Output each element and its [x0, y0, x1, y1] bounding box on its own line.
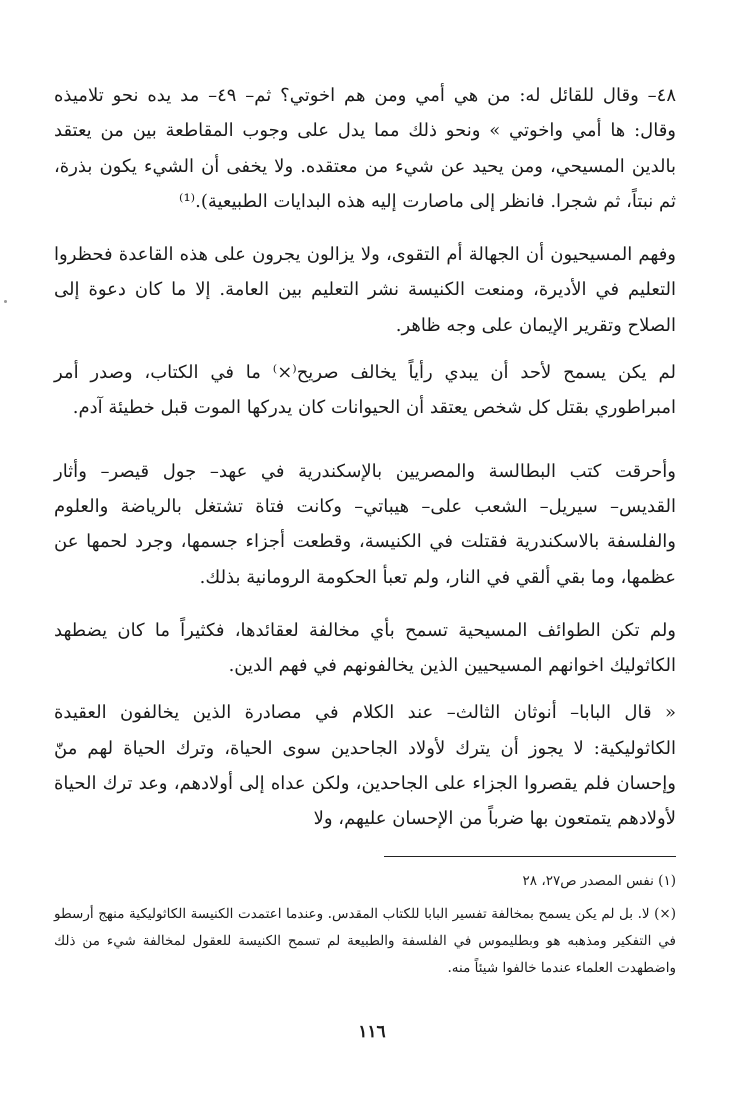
- footnote-1: (١) نفس المصدر ص٢٧، ٢٨: [522, 873, 676, 889]
- footnote-divider: [384, 856, 676, 857]
- paragraph-3: لم يكن يسمح لأحد أن يبدي رأياً يخالف صريح⁽×⁾ ما في الكتاب، وصدر أمر امبراطوري بقتل كل شخص يعتقد أن الحيوانات كان يدركها الموت قبل خطيئة آدم.: [54, 362, 676, 419]
- paragraph-4: وأحرقت كتب البطالسة والمصريين بالإسكندرية في عهد– جول قيصر– وأثار القديس– سيريل– الشعب على– هيباتي– وكانت فتاة تشتغل بالرياضة والعلوم والفلسفة بالاسكندرية فقتلت في الكنيسة، وقطعت أجزاء جسمها، وجرد لحمها عن عظمها، وما بقي ألقي في النار، ولم تعبأ الحكومة الرومانية بذلك.: [54, 460, 676, 588]
- paragraph-2: وفهم المسيحيون أن الجهالة أم التقوى، ولا يزالون يجرون على هذه القاعدة فحظروا التعليم في الأديرة، ومنعت الكنيسة نشر التعليم بين العامة. إلا ما كان دعوة إلى الصلاح وتقرير الإيمان على وجه ظاهر.: [54, 244, 676, 336]
- footnote-x: (×) لا. بل لم يكن يسمح بمخالفة تفسير البابا للكتاب المقدس. وعندما اعتمدت الكنيسة الكاثوليكية منهج أرسطو في التفكير ومذهبه هو وبطليموس في الفلسفة والطبيعة لم تسمح الكنيسة للعقول لمخالفة شيء من ذلك واضطهدت العلماء عندما خالفوا شيئاً منه.: [54, 906, 676, 976]
- page-number: ١١٦: [358, 1022, 386, 1042]
- scan-dot: [4, 300, 7, 303]
- paragraph-6: « قال البابا– أنوثان الثالث– عند الكلام في مصادرة الذين يخالفون العقيدة الكاثوليكية: لا يجوز أن يترك لأولاد الجاحدين سوى الحياة، وترك الحياة لهم منّ وإحسان فلم يقصروا الجزاء على الجاحدين، ولكن عداه إلى أولادهم، وعد ترك الحياة لأولادهم يتمتعون بها ضرباً من الإحسان عليهم، ولا: [54, 702, 676, 830]
- paragraph-1: ٤٨– وقال للقائل له: من هي أمي ومن هم اخوتي؟ ثم– ٤٩– مد يده نحو تلاميذه وقال: ها أمي واخوتي » ونحو ذلك مما يدل على وجوب المقاطعة بين من يعتقد بالدين المسيحي، ومن يحيد عن شيء من معتقده. ولا يخفى أن الشيء يكون بذرة، ثم نبتاً، ثم شجرا. فانظر إلى ماصارت إليه هذه البدايات الطبيعية).⁽¹⁾: [54, 85, 676, 212]
- footnotes: [54, 868, 676, 982]
- paragraph-5: ولم تكن الطوائف المسيحية تسمح بأي مخالفة لعقائدها، فكثيراً ما كان يضطهد الكاثوليك اخوانهم المسيحيين الذين يخالفونهم في فهم الدين.: [54, 619, 676, 677]
- main-text: [54, 78, 676, 837]
